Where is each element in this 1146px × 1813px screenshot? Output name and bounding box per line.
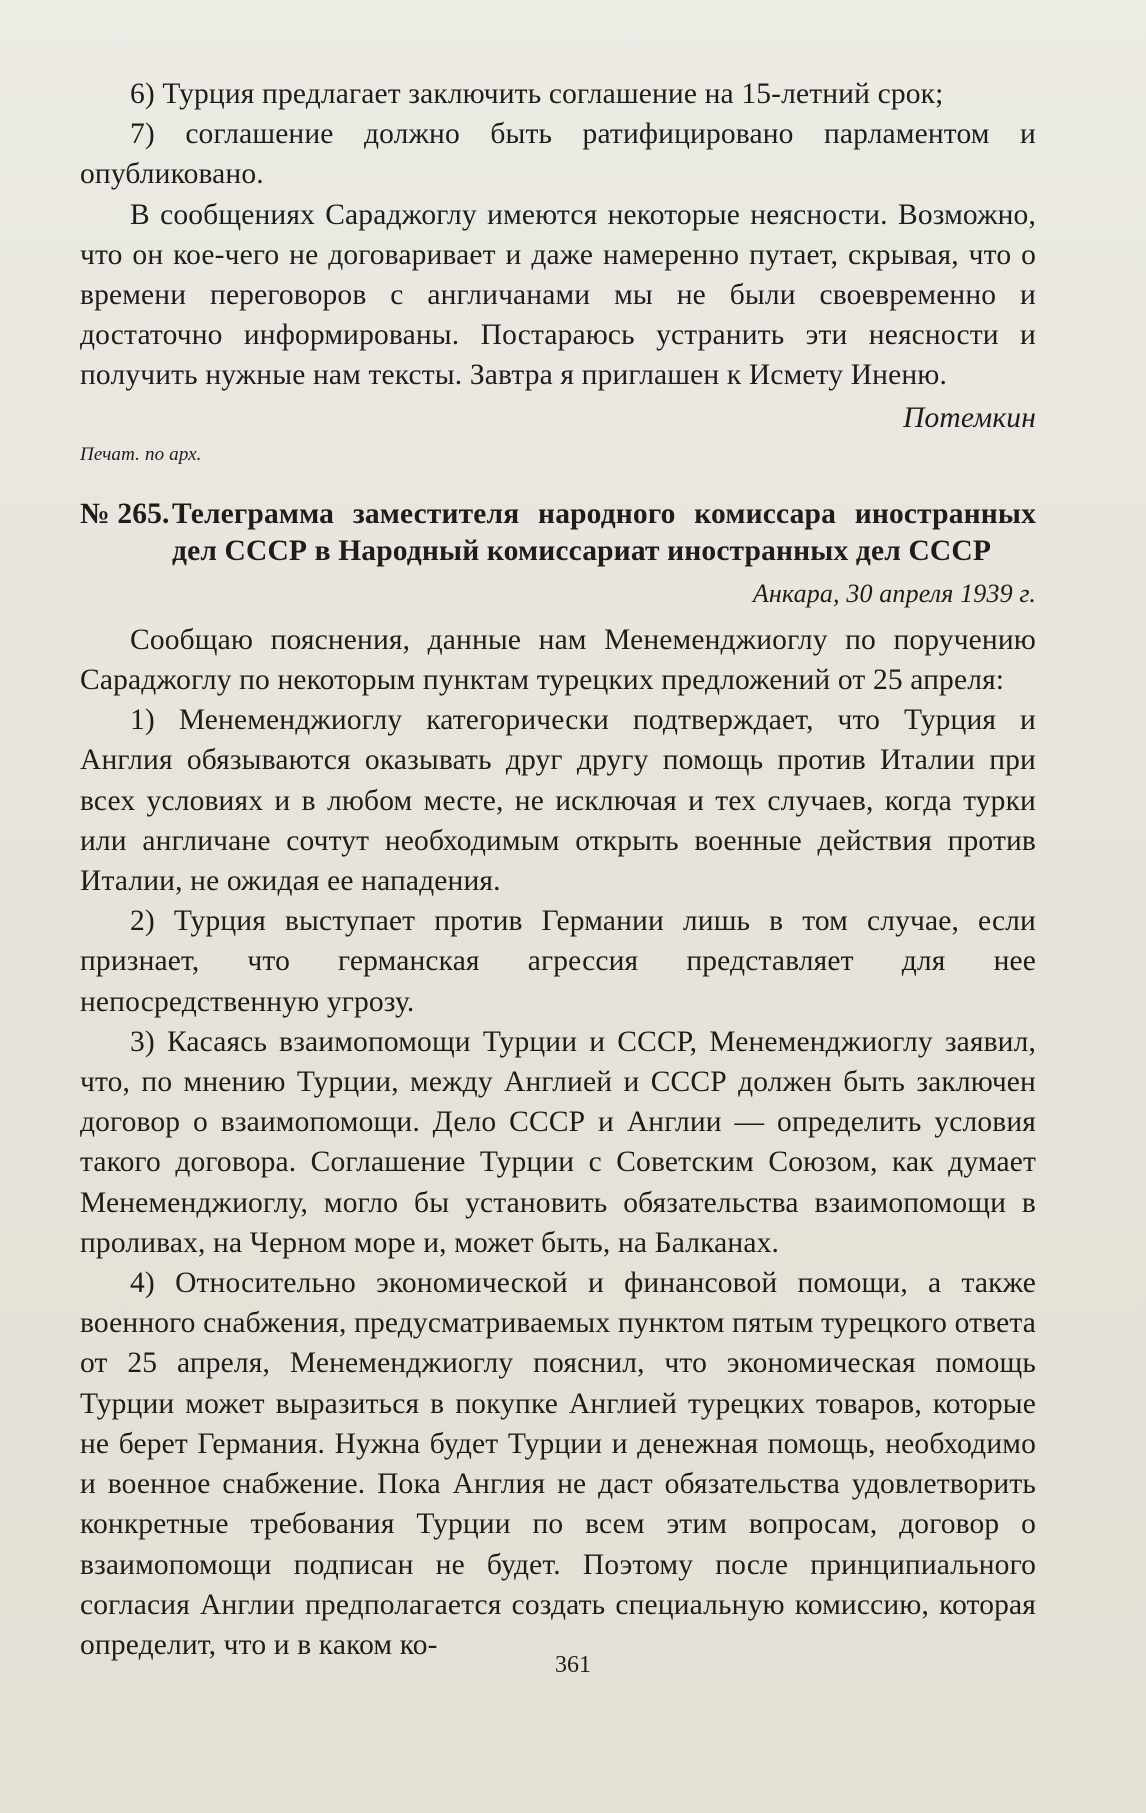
- paragraph-point-2: 2) Турция выступает против Германии лишь в том случае, если признает, что германская агрессия представляет для нее непосредственную угрозу.: [80, 905, 1036, 1018]
- paragraph-item-7: 7) соглашение должно быть ратифицировано парламентом и опубликовано.: [80, 118, 1036, 191]
- text-column: [80, 74, 1036, 1665]
- paragraph-point-3: 3) Касаясь взаимопомощи Турции и СССР, Менеменджиоглу заявил, что, по мнению Турции, между Англией и СССР должен быть заключен договор о взаимопомощи. Дело СССР и Англии — определить условия такого договора. Соглашение Турции с Советским Союзом, как думает Менеменджиоглу, могло бы установить обязательства взаимопомощи в проливах, на Черном море и, может быть, на Балканах.: [80, 1025, 1036, 1259]
- paragraph-commentary: В сообщениях Сараджоглу имеются некоторые неясности. Возможно, что он кое-чего не договаривает и даже намеренно путает, скрывая, что о времени переговоров с англичанами мы не были своевременно и достаточно информированы. Постараюсь устранить эти неясности и получить нужные нам тексты. Завтра я приглашен к Исмету Иненю.: [80, 198, 1036, 392]
- paragraph-point-1: 1) Менеменджиоглу категорически подтверждает, что Турция и Англия обязываются оказывать друг другу помощь против Италии при всех условиях и в любом месте, не исключая и тех случаев, когда турки или англичане сочтут необходимым открыть военные действия против Италии, не ожидая ее нападения.: [80, 704, 1036, 898]
- document-title: Телеграмма заместителя народного комиссара иностранных дел СССР в Народный комиссариат иностранных дел СССР: [172, 497, 1036, 567]
- document-number: № 265.: [80, 497, 170, 530]
- paragraph-intro: Сообщаю пояснения, данные нам Менеменджиоглу по поручению Сараджоглу по некоторым пунктам турецких предложений от 25 апреля:: [80, 623, 1036, 697]
- place-date: Анкара, 30 апреля 1939 г.: [752, 578, 1036, 608]
- document-heading: [80, 496, 1036, 570]
- source-note: Печат. по арх.: [80, 443, 202, 465]
- signature: Потемкин: [903, 401, 1036, 434]
- paragraph-point-4: 4) Относительно экономической и финансовой помощи, а также военного снабжения, предусматриваемых пунктом пятым турецкого ответа от 25 апреля, Менеменджиоглу пояснил, что экономическая помощь Турции может выразиться в покупке Англией турецких товаров, которые не берет Германия. Нужна будет Турции и денежная помощь, необходимо и военное снабжение. Пока Англия не даст обязательства удовлетворить конкретные требования Турции по всем этим вопросам, договор о взаимопомощи подписан не будет. Поэтому после принципиального согласия Англии предполагается создать специальную комиссию, которая определит, что и в каком ко-: [80, 1267, 1036, 1661]
- page-number: 361: [555, 1652, 591, 1678]
- paragraph-item-6: 6) Турция предлагает заключить соглашение на 15-летний срок;: [130, 78, 944, 110]
